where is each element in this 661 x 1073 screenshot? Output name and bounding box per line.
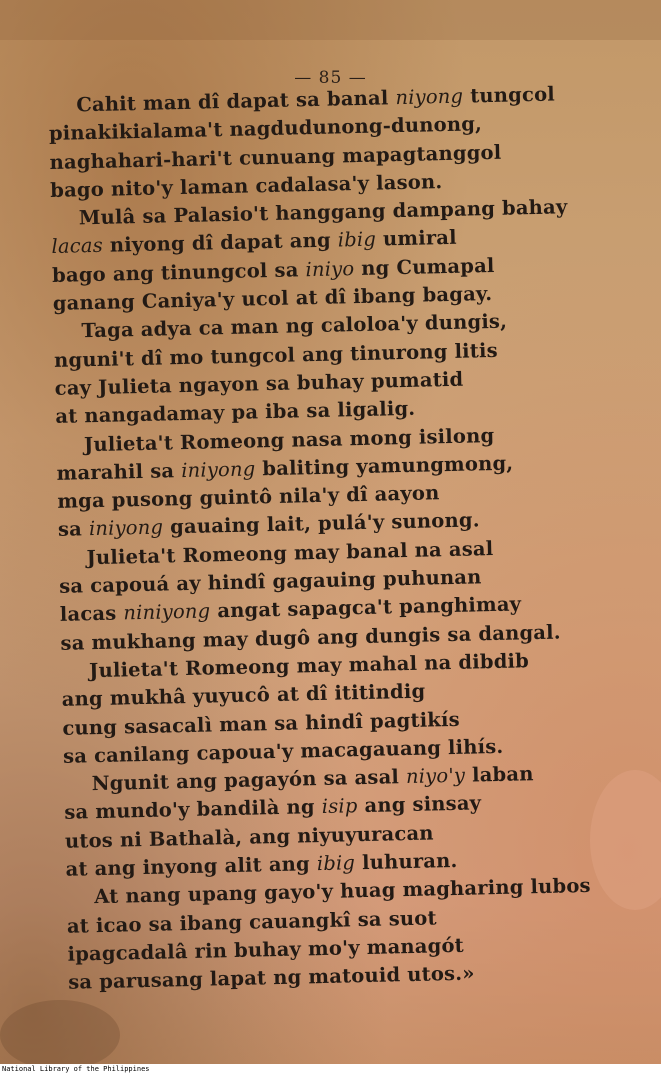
text-span: sa capouá ay hindî gagauing puhunan <box>58 565 482 598</box>
text-span: tungcol <box>462 82 556 108</box>
text-span: ganang Caniya'y ucol at dî ibang bagay. <box>52 282 493 316</box>
text-span: nguni't dî mo tungcol ang tinurong litis <box>53 338 499 372</box>
text-span: cung sasacalì man sa hindî pagtikís <box>62 707 461 740</box>
text-span: Julieta't Romeong may mahal na dibdib <box>88 649 530 683</box>
text-span: laban <box>464 762 534 787</box>
text-span: gauaing lait, pulá'y sunong. <box>162 508 480 539</box>
text-span: sa parusang lapat ng matouid utos.» <box>67 961 475 994</box>
footer-credit: National Library of the Philippines <box>2 1065 150 1073</box>
text-span: pinakikialama't nagdudunong-dunong, <box>48 112 483 146</box>
text-span: at nangadamay pa iba sa ligalig. <box>55 397 416 429</box>
text-span: angat sapagca't panghimay <box>210 592 522 623</box>
page-number: — 85 — <box>294 68 367 88</box>
text-span: lacas <box>59 601 124 627</box>
text-span: Julieta't Romeong nasa mong isilong <box>83 423 495 456</box>
text-span: ang sinsay <box>357 791 482 818</box>
text-span: luhuran. <box>354 848 458 875</box>
text-span: bago ang tinungcol sa <box>51 257 306 287</box>
italic-word: isip <box>321 794 358 819</box>
text-span: marahil sa <box>56 458 182 485</box>
text-span: cay Julieta ngayon sa buhay pumatid <box>54 367 464 400</box>
text-span: baliting yamungmong, <box>255 451 514 481</box>
text-span: ang mukhâ yuyucô at dî ititindig <box>61 679 426 712</box>
text-span: at icao sa ibang cauangkî sa suot <box>66 906 437 938</box>
italic-word: niyong <box>395 84 464 110</box>
text-span: Cahit man dî dapat sa banal <box>76 86 396 117</box>
text-span: At nang upang gayo'y huag magharing lubos <box>94 874 591 909</box>
text-span: sa mukhang may dugô ang dungis sa dangal. <box>60 620 561 655</box>
italic-word: niyo'y <box>405 763 466 789</box>
poem-text <box>48 79 648 997</box>
text-span: Taga adya ca man ng caloloa'y dungis, <box>81 310 508 343</box>
italic-word: ibig <box>316 851 356 876</box>
text-span: at ang inyong alit ang <box>65 852 318 881</box>
italic-word: iniyo <box>305 256 355 281</box>
text-span: sa <box>57 517 90 542</box>
text-span: niyong dî dapat ang <box>102 228 339 258</box>
text-span: sa mundo'y bandilà ng <box>64 795 323 825</box>
text-span: Mulâ sa Palasio't hanggang dampang bahay <box>78 195 568 230</box>
text-span: umiral <box>375 226 458 252</box>
text-span: Julieta't Romeong may banal na asal <box>86 536 494 569</box>
text-span: bago nito'y laman cadalasa'y lason. <box>49 169 443 202</box>
text-span: Ngunit ang pagayón sa asal <box>91 765 407 796</box>
italic-word: iniyong <box>180 457 256 482</box>
italic-word: niniyong <box>123 599 211 625</box>
text-span: sa canilang capoua'y macagauang lihís. <box>62 734 504 768</box>
italic-word: lacas <box>51 234 104 259</box>
text-span: naghahari-hari't cunuang mapagtanggol <box>49 140 502 174</box>
italic-word: iniyong <box>88 515 164 541</box>
text-span: mga pusong guintô nila'y dî aayon <box>57 481 440 514</box>
italic-word: ibig <box>337 228 377 252</box>
text-span: ng Cumapal <box>354 253 495 280</box>
text-span: utos ni Bathalà, ang niyuyuracan <box>64 821 434 853</box>
text-span: ipagcadalâ rin buhay mo'y managót <box>67 933 465 966</box>
page-top-shadow <box>0 0 661 40</box>
page-corner-shadow <box>0 1000 120 1064</box>
